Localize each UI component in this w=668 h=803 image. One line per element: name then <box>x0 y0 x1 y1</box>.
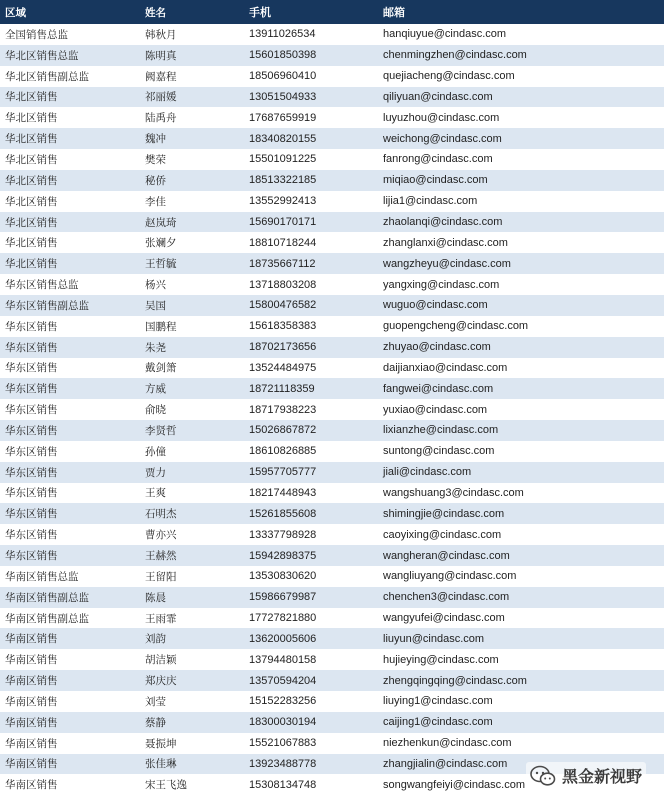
cell-name: 戴剑箫 <box>145 362 177 375</box>
cell-region: 华北区销售 <box>5 258 58 271</box>
watermark <box>526 762 646 789</box>
cell-phone: 13620005606 <box>249 632 317 645</box>
cell-phone: 15690170171 <box>249 216 317 229</box>
cell-phone: 13552992413 <box>249 195 317 208</box>
cell-email: hujieying@cindasc.com <box>383 653 499 666</box>
cell-name: 李贤哲 <box>145 424 177 437</box>
cell-email: lijia1@cindasc.com <box>383 195 478 208</box>
table-row <box>0 483 664 504</box>
header-email: 邮箱 <box>383 6 405 19</box>
cell-name: 刘韵 <box>145 633 166 646</box>
cell-region: 华南区销售 <box>5 737 58 750</box>
cell-name: 石明杰 <box>145 508 177 521</box>
cell-region: 华东区销售 <box>5 320 58 333</box>
cell-phone: 18735667112 <box>249 257 316 270</box>
cell-email: songwangfeiyi@cindasc.com <box>383 778 526 791</box>
cell-region: 华东区销售 <box>5 508 58 521</box>
cell-email: hanqiuyue@cindasc.com <box>383 28 507 41</box>
header-phone: 手机 <box>249 6 271 19</box>
cell-phone: 13337798928 <box>249 528 317 541</box>
table-row <box>0 420 664 441</box>
cell-region: 华北区销售总监 <box>5 49 79 62</box>
cell-region: 华北区销售 <box>5 112 58 125</box>
cell-name: 国鹏程 <box>145 320 177 333</box>
cell-email: liuyun@cindasc.com <box>383 632 485 645</box>
cell-name: 吴国 <box>145 299 166 312</box>
cell-name: 杨兴 <box>145 279 166 292</box>
cell-phone: 18721118359 <box>249 382 315 395</box>
cell-email: zhuyao@cindasc.com <box>383 341 491 354</box>
cell-email: jiali@cindasc.com <box>383 466 472 479</box>
cell-phone: 15601850398 <box>249 49 317 62</box>
cell-phone: 15501091225 <box>249 153 317 166</box>
cell-region: 华东区销售 <box>5 341 58 354</box>
cell-phone: 18340820155 <box>249 132 317 145</box>
cell-region: 华北区销售副总监 <box>5 70 89 83</box>
cell-name: 王哲毓 <box>145 258 177 271</box>
cell-region: 华东区销售 <box>5 362 58 375</box>
cell-email: guopengcheng@cindasc.com <box>383 320 529 333</box>
cell-name: 阙嘉程 <box>145 70 177 83</box>
table-row <box>0 545 664 566</box>
cell-region: 华北区销售 <box>5 174 58 187</box>
table-header <box>0 0 664 24</box>
cell-region: 华东区销售 <box>5 404 58 417</box>
table-row <box>0 45 664 66</box>
cell-phone: 15957705777 <box>249 466 317 479</box>
cell-phone: 15152283256 <box>249 695 317 708</box>
cell-region: 全国销售总监 <box>5 28 68 41</box>
cell-email: wangzheyu@cindasc.com <box>383 257 511 270</box>
cell-region: 华南区销售总监 <box>5 570 79 583</box>
cell-phone: 18513322185 <box>249 174 317 187</box>
cell-name: 李佳 <box>145 195 166 208</box>
cell-email: caijing1@cindasc.com <box>383 716 493 729</box>
table-row <box>0 503 664 524</box>
table-row <box>0 712 664 733</box>
cell-phone: 15261855608 <box>249 507 317 520</box>
cell-name: 韩秋月 <box>145 28 177 41</box>
cell-name: 胡洁颖 <box>145 654 177 667</box>
table-row <box>0 358 664 379</box>
cell-phone: 15521067883 <box>249 737 317 750</box>
cell-region: 华东区销售副总监 <box>5 299 89 312</box>
cell-region: 华南区销售 <box>5 758 58 771</box>
cell-region: 华北区销售 <box>5 237 58 250</box>
cell-phone: 13051504933 <box>249 90 317 103</box>
cell-email: fangwei@cindasc.com <box>383 382 494 395</box>
cell-name: 曹亦兴 <box>145 529 177 542</box>
table-row <box>0 253 664 274</box>
table-row <box>0 107 664 128</box>
cell-name: 刘莹 <box>145 695 166 708</box>
cell-region: 华南区销售 <box>5 779 58 792</box>
cell-email: zhaolanqi@cindasc.com <box>383 216 503 229</box>
table-row <box>0 66 664 87</box>
cell-name: 王爽 <box>145 487 166 500</box>
cell-email: shimingjie@cindasc.com <box>383 507 505 520</box>
cell-email: lixianzhe@cindasc.com <box>383 424 499 437</box>
cell-email: yangxing@cindasc.com <box>383 278 500 291</box>
cell-email: zhanglanxi@cindasc.com <box>383 236 508 249</box>
table-row <box>0 691 664 712</box>
cell-name: 王留阳 <box>145 570 177 583</box>
table-row <box>0 24 664 45</box>
table-row <box>0 441 664 462</box>
table-row <box>0 628 664 649</box>
cell-name: 朱尧 <box>145 341 166 354</box>
table-row <box>0 566 664 587</box>
cell-name: 张佳琳 <box>145 758 177 771</box>
cell-name: 贾力 <box>145 466 166 479</box>
cell-name: 孙僮 <box>145 445 166 458</box>
cell-email: caoyixing@cindasc.com <box>383 528 502 541</box>
cell-email: daijianxiao@cindasc.com <box>383 361 508 374</box>
cell-name: 宋王飞逸 <box>145 779 187 792</box>
cell-region: 华南区销售副总监 <box>5 612 89 625</box>
cell-name: 郑庆庆 <box>145 675 177 688</box>
cell-region: 华东区销售 <box>5 550 58 563</box>
cell-region: 华北区销售 <box>5 153 58 166</box>
cell-name: 魏冲 <box>145 133 166 146</box>
watermark-text: 黑金新视野 <box>561 767 642 786</box>
header-name: 姓名 <box>145 6 166 19</box>
cell-email: fanrong@cindasc.com <box>383 153 493 166</box>
cell-name: 俞晓 <box>145 404 166 417</box>
cell-region: 华东区销售 <box>5 487 58 500</box>
cell-region: 华东区销售 <box>5 529 58 542</box>
table-row <box>0 608 664 629</box>
cell-email: suntong@cindasc.com <box>383 445 495 458</box>
cell-phone: 18300030194 <box>249 716 317 729</box>
cell-name: 方威 <box>145 383 166 396</box>
table-row <box>0 399 664 420</box>
cell-region: 华北区销售 <box>5 133 58 146</box>
table-row <box>0 212 664 233</box>
cell-email: quejiacheng@cindasc.com <box>383 70 515 83</box>
cell-phone: 18610826885 <box>249 445 317 458</box>
cell-phone: 15308134748 <box>249 778 317 791</box>
table-row <box>0 128 664 149</box>
cell-region: 华东区销售 <box>5 445 58 458</box>
cell-email: weichong@cindasc.com <box>383 132 502 145</box>
cell-name: 王赫然 <box>145 550 177 563</box>
table-row <box>0 378 664 399</box>
cell-phone: 17687659919 <box>249 111 317 124</box>
cell-email: chenmingzhen@cindasc.com <box>383 49 527 62</box>
table-row <box>0 524 664 545</box>
table-row <box>0 232 664 253</box>
cell-email: miqiao@cindasc.com <box>383 174 488 187</box>
cell-phone: 18810718244 <box>249 236 317 249</box>
cell-phone: 15800476582 <box>249 299 317 312</box>
cell-region: 华北区销售 <box>5 91 58 104</box>
cell-region: 华东区销售 <box>5 466 58 479</box>
cell-phone: 13530830620 <box>249 570 317 583</box>
cell-name: 聂振坤 <box>145 737 177 750</box>
cell-phone: 15986679987 <box>249 591 317 604</box>
cell-email: zhangjialin@cindasc.com <box>383 757 508 770</box>
cell-phone: 13570594204 <box>249 674 317 687</box>
cell-phone: 18217448943 <box>249 486 317 499</box>
cell-region: 华南区销售副总监 <box>5 591 89 604</box>
cell-name: 陈明真 <box>145 49 177 62</box>
cell-region: 华北区销售 <box>5 195 58 208</box>
table-row <box>0 587 664 608</box>
cell-phone: 13794480158 <box>249 653 317 666</box>
cell-region: 华南区销售 <box>5 716 58 729</box>
cell-phone: 18506960410 <box>249 70 317 83</box>
header-region: 区域 <box>5 6 26 19</box>
cell-email: wangheran@cindasc.com <box>383 549 510 562</box>
cell-region: 华东区销售 <box>5 424 58 437</box>
cell-region: 华东区销售总监 <box>5 279 79 292</box>
cell-email: yuxiao@cindasc.com <box>383 403 488 416</box>
cell-email: wangyufei@cindasc.com <box>383 612 505 625</box>
cell-region: 华南区销售 <box>5 633 58 646</box>
table-row <box>0 274 664 295</box>
cell-email: wangshuang3@cindasc.com <box>383 486 524 499</box>
cell-name: 王雨霏 <box>145 612 177 625</box>
cell-email: qiliyuan@cindasc.com <box>383 90 493 103</box>
cell-phone: 15026867872 <box>249 424 317 437</box>
table-row <box>0 170 664 191</box>
cell-phone: 18717938223 <box>249 403 317 416</box>
cell-name: 秘侨 <box>145 174 166 187</box>
cell-region: 华北区销售 <box>5 216 58 229</box>
table-row <box>0 462 664 483</box>
table-row <box>0 316 664 337</box>
cell-name: 张斓夕 <box>145 237 177 250</box>
cell-phone: 13911026534 <box>249 28 316 41</box>
table-row <box>0 191 664 212</box>
cell-region: 华南区销售 <box>5 654 58 667</box>
cell-phone: 15618358383 <box>249 320 317 333</box>
cell-region: 华南区销售 <box>5 675 58 688</box>
cell-phone: 13524484975 <box>249 361 317 374</box>
cell-name: 陈晨 <box>145 591 166 604</box>
cell-email: wuguo@cindasc.com <box>383 299 488 312</box>
cell-email: niezhenkun@cindasc.com <box>383 737 512 750</box>
table-body <box>0 24 664 795</box>
table-row <box>0 670 664 691</box>
table-row <box>0 649 664 670</box>
wechat-icon <box>530 765 556 787</box>
cell-name: 樊荣 <box>145 153 166 166</box>
table-row <box>0 295 664 316</box>
table-row <box>0 733 664 754</box>
cell-phone: 13718803208 <box>249 278 317 291</box>
cell-email: wangliuyang@cindasc.com <box>383 570 517 583</box>
cell-email: luyuzhou@cindasc.com <box>383 111 500 124</box>
cell-phone: 15942898375 <box>249 549 317 562</box>
table-row <box>0 87 664 108</box>
table-row <box>0 149 664 170</box>
cell-phone: 17727821880 <box>249 612 317 625</box>
cell-phone: 13923488778 <box>249 757 317 770</box>
cell-phone: 18702173656 <box>249 341 317 354</box>
cell-email: liuying1@cindasc.com <box>383 695 493 708</box>
cell-name: 陆禹舟 <box>145 112 177 125</box>
cell-region: 华南区销售 <box>5 695 58 708</box>
cell-name: 蔡静 <box>145 716 166 729</box>
table-row <box>0 337 664 358</box>
cell-email: zhengqingqing@cindasc.com <box>383 674 527 687</box>
cell-email: chenchen3@cindasc.com <box>383 591 510 604</box>
cell-region: 华东区销售 <box>5 383 58 396</box>
cell-name: 赵岚琦 <box>145 216 177 229</box>
cell-name: 祁丽媛 <box>145 91 177 104</box>
